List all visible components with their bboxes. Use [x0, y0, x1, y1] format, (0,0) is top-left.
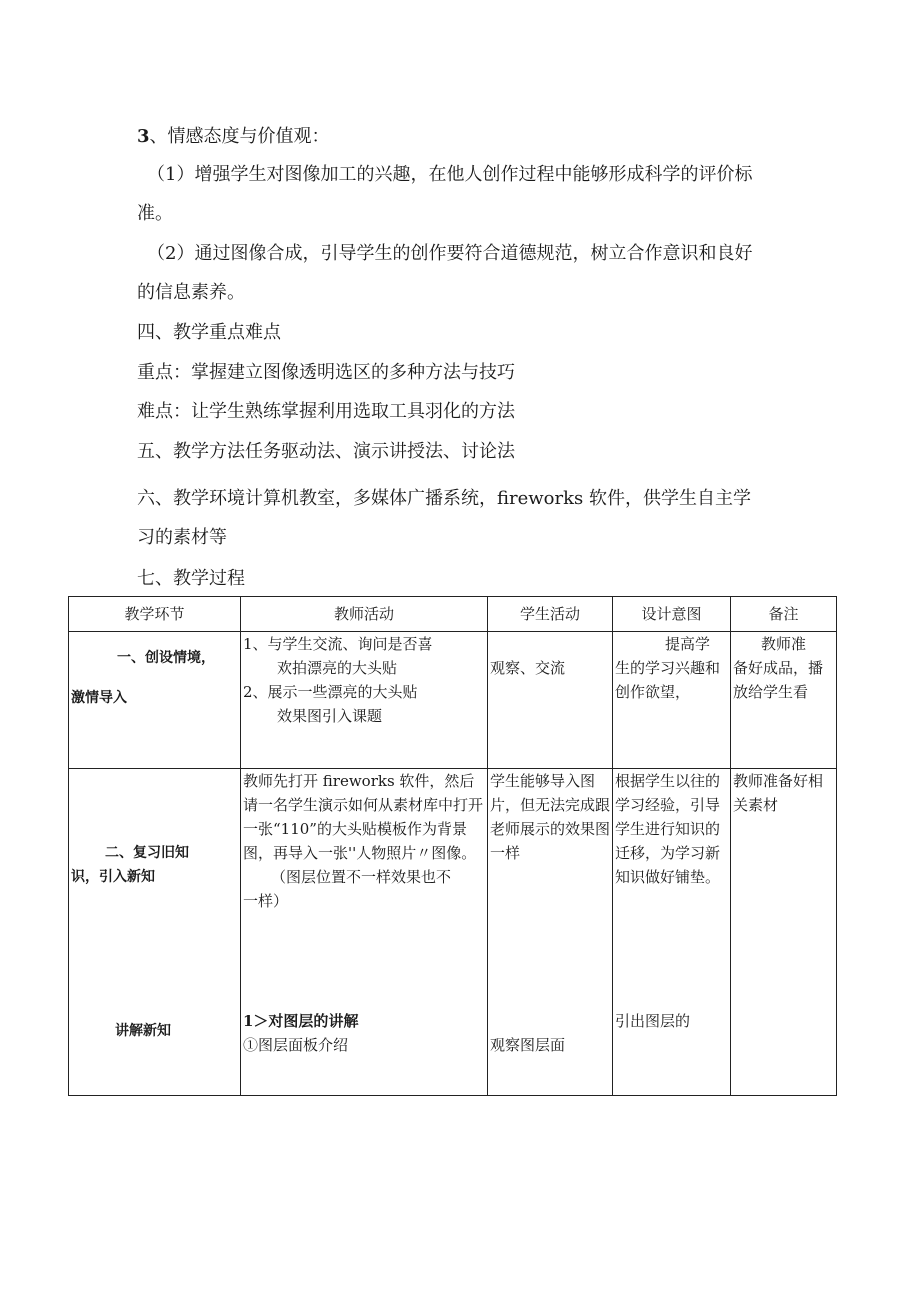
design-intent-cell: [613, 769, 731, 1096]
section4-title: 四、教学重点难点: [137, 322, 281, 343]
header-design-intent: 设计意图: [613, 597, 731, 632]
stage-cell: [69, 632, 241, 769]
section3-item1-line1: （1）增强学生对图像加工的兴趣，在他人创作过程中能够形成科学的评价标: [147, 164, 753, 185]
teaching-process-table: [68, 596, 837, 1096]
section6-line1: 六、教学环境计算机教室，多媒体广播系统，fireworks 软件，供学生自主学: [137, 488, 751, 509]
table-row: [69, 632, 837, 769]
note-line1: 教师准: [761, 635, 807, 653]
section3-number: 3: [137, 126, 150, 147]
student-activity-main: 学生能够导入图片，但无法完成跟老师展示的效果图一样: [490, 772, 611, 862]
header-student-activity: 学生活动: [488, 597, 613, 632]
header-notes: 备注: [731, 597, 837, 632]
teacher-activity-1a: 1、与学生交流、询问是否喜: [243, 635, 433, 653]
section5-text: 五、教学方法任务驱动法、演示讲授法、讨论法: [137, 441, 515, 462]
teacher-activity-cell: [241, 632, 488, 769]
teacher-layers-item: ①图层面板介绍: [243, 1036, 349, 1054]
header-stage: 教学环节: [69, 597, 241, 632]
section3-item1-line2: 准。: [137, 203, 173, 224]
student-activity-cell: [488, 632, 613, 769]
section3-heading: [137, 128, 330, 146]
note-main: 教师准备好相关素材: [733, 772, 824, 814]
notes-cell: [731, 632, 837, 769]
section3-item2-line2: 的信息素养。: [137, 282, 245, 303]
stage-cell: [69, 769, 241, 1096]
teacher-layers-title: 1＞对图层的讲解: [243, 1012, 359, 1030]
intent-line1: 提高学: [665, 635, 711, 653]
student-activity-cell: [488, 769, 613, 1096]
teacher-activity-note-a: （图层位置不一样效果也不: [271, 868, 452, 886]
stage2-label-line1: 二、复习旧知: [105, 845, 189, 861]
table-header-row: [69, 597, 837, 632]
notes-cell: [731, 769, 837, 1096]
teacher-activity-note-b: 一样）: [243, 892, 289, 910]
teacher-activity-1b: 欢拍漂亮的大头贴: [277, 659, 398, 677]
teacher-activity-cell: [241, 769, 488, 1096]
intent-main: 根据学生以往的学习经验，引导学生进行知识的迁移，为学习新知识做好铺垫。: [615, 772, 721, 886]
section7-title: 七、教学过程: [137, 568, 245, 589]
section4-key-point: 重点：掌握建立图像透明选区的多种方法与技巧: [137, 362, 515, 383]
table-row: [69, 769, 837, 1096]
stage2-sub-label: 讲解新知: [115, 1023, 171, 1039]
teacher-activity-2a: 2、展示一些漂亮的大头贴: [243, 683, 418, 701]
note-rest: 备好成品，播放给学生看: [733, 659, 824, 701]
section3-item2-line1: （2）通过图像合成，引导学生的创作要符合道德规范，树立合作意识和良好: [147, 243, 753, 264]
teacher-activity-2b: 效果图引入课题: [277, 707, 383, 725]
stage-label-line1: 一、创设情境，: [117, 650, 215, 666]
intent-layers: 引出图层的: [615, 1012, 691, 1030]
design-intent-cell: [613, 632, 731, 769]
student-activity-layers: 观察图层面: [490, 1036, 566, 1054]
section3-title: 、情感态度与价值观：: [149, 126, 330, 147]
intent-rest: 生的学习兴趣和创作欲望，: [615, 659, 721, 701]
stage2-label-line2: 识，引入新知: [71, 869, 155, 885]
student-activity: 观察、交流: [490, 659, 566, 677]
stage-label-line2: 激情导入: [71, 690, 127, 706]
section4-difficulty: 难点：让学生熟练掌握利用选取工具羽化的方法: [137, 401, 515, 422]
section6-line2: 习的素材等: [137, 527, 227, 548]
teacher-activity-main: 教师先打开 fireworks 软件，然后请一名学生演示如何从素材库中打开一张“110”的大头贴模板作为背景图，再导入一张''人物照片〃图像。: [243, 772, 484, 862]
header-teacher-activity: 教师活动: [241, 597, 488, 632]
